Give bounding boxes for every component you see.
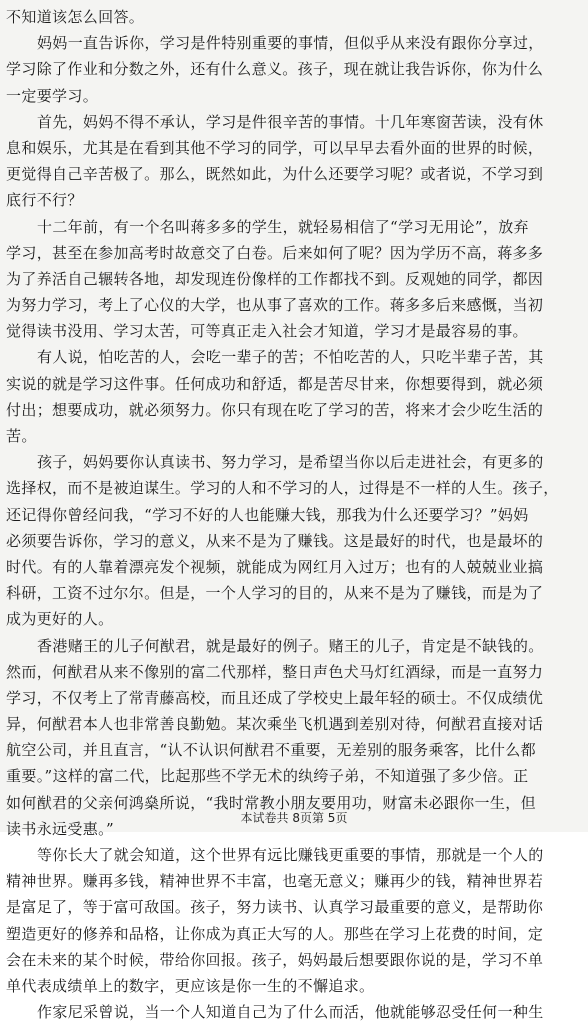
page-footer: 本试卷共 8页第 5页 [240,811,348,825]
text-line: 妈妈一直告诉你，学习是件特别重要的事情，但似乎从来没有跟你分享过， [37,34,544,53]
text-line: 是富足了，等于富可敌国。孩子，努力读书、认真学习最重要的意义，是帮助你 [6,898,544,917]
text-line: 孩子，妈妈要你认真读书、努力学习，是希望当你以后走进社会，有更多的 [37,453,544,472]
text-line: 然而，何猷君从来不像别的富二代那样，整日声色犬马灯红酒绿，而是一直努力 [6,662,544,681]
text-line: 十二年前，有一个名叫蒋多多的学生，就轻易相信了“学习无用论”，放弃 [37,217,529,236]
text-line: 一定要学习。 [6,86,99,105]
text-line: 选择权，而不是被迫谋生。学习的人和不学习的人，过得是不一样的人生。孩子， [6,479,559,498]
text-line: 时代。有的人靠着漂亮发个视频，就能成为网红月入过万；也有的人兢兢业业搞 [6,557,544,576]
text-line: 重要。”这样的富二代，比起那些不学无术的纨绔子弟，不知道强了多少倍。正 [6,767,529,786]
text-line: 如何猷君的父亲何鸿燊所说，“我时常教小朋友要用功，财富未必跟你一生，但 [6,793,536,812]
text-line: 觉得读书没用、学习太苦，可等真正走入社会才知道，学习才是最容易的事。 [6,322,528,341]
text-line: 首先，妈妈不得不承认，学习是件很辛苦的事情。十几年寒窗苦读，没有休 [37,112,544,131]
text-line: 必须要告诉你，学习的意义，从来不是为了赚钱。这是最好的时代，也是最坏的 [6,531,544,550]
text-line: 等你长大了就会知道，这个世界有远比赚钱更重要的事情，那就是一个人的 [37,846,544,864]
text-line: 还记得你曾经问我，“学习不好的人也能赚大钱，那我为什么还要学习？”妈妈 [6,505,529,524]
text-line: 精神世界。赚再多钱，精神世界不丰富，也毫无意义；赚再少的钱，精神世界若 [6,872,544,891]
text-line: 苦。 [6,427,37,445]
text-line: 作家尼采曾说，当一个人知道自己为了什么而活，他就能够忍受任何一种生 [37,1003,544,1022]
text-line: 塑造更好的修养和品格，让你成为真正大写的人。那些在学习上花费的时间，定 [6,924,544,943]
text-line: 会在未来的某个时候，带给你回报。孩子，妈妈最后想要跟你说的是，学习不单 [6,950,544,969]
text-line: 学习除了作业和分数之外，还有什么意义。孩子，现在就让我告诉你，你为什么 [6,60,544,79]
text-line: 底行不行？ [6,191,83,210]
text-line: 付出；想要成功，就必须努力。你只有现在吃了学习的苦，将来才会少吃生活的 [6,400,544,419]
text-line: 异，何猷君本人也非常善良勤勉。某次乘坐飞机遇到差别对待，何猷君直接对话 [6,715,544,734]
text-line: 为努力学习，考上了心仪的大学，也从事了喜欢的工作。蒋多多后来感慨，当初 [6,296,544,315]
text-line: 学习，甚至在参加高考时故意交了白卷。后来如何了呢？因为学历不高，蒋多多 [6,243,544,262]
text-line: 息和娱乐，尤其是在看到其他不学习的同学，可以早早去看外面的世界的时候， [6,138,544,157]
text-line: 不知道该怎么回答。 [6,8,145,26]
text-line: 单代表成绩单上的数字，更应该是你一生的不懈追求。 [6,976,375,995]
text-line: 成为更好的人。 [6,610,114,629]
text-line: 为了养活自己辗转各地，却发现连份像样的工作都找不到。反观她的同学，都因 [6,269,544,288]
text-line: 学习，不仅考上了常青藤高校，而且还成了学校史上最年轻的硕士。不仅成绩优 [6,688,544,707]
text-line: 香港赌王的儿子何猷君，就是最好的例子。赌王的儿子，肯定是不缺钱的。 [37,636,544,655]
text-line: 航空公司，并且直言，“认不认识何猷君不重要，无差别的服务乘客，比什么都 [6,741,536,760]
text-line: 实说的就是学习这件事。任何成功和舒适，都是苦尽甘来，你想要得到，就必须 [6,374,544,393]
text-line: 科研，工资不过尔尔。但是，一个人学习的目的，从来不是为了赚钱，而是为了 [6,584,544,603]
passage-body [6,4,584,1025]
text-line: 有人说，怕吃苦的人，会吃一辈子的苦；不怕吃苦的人，只吃半辈子苦，其 [37,348,544,367]
text-line: 读书永远受惠。” [6,819,114,838]
text-line: 更觉得自己辛苦极了。那么，既然如此，为什么还要学习呢？或者说，不学习到 [6,165,544,184]
